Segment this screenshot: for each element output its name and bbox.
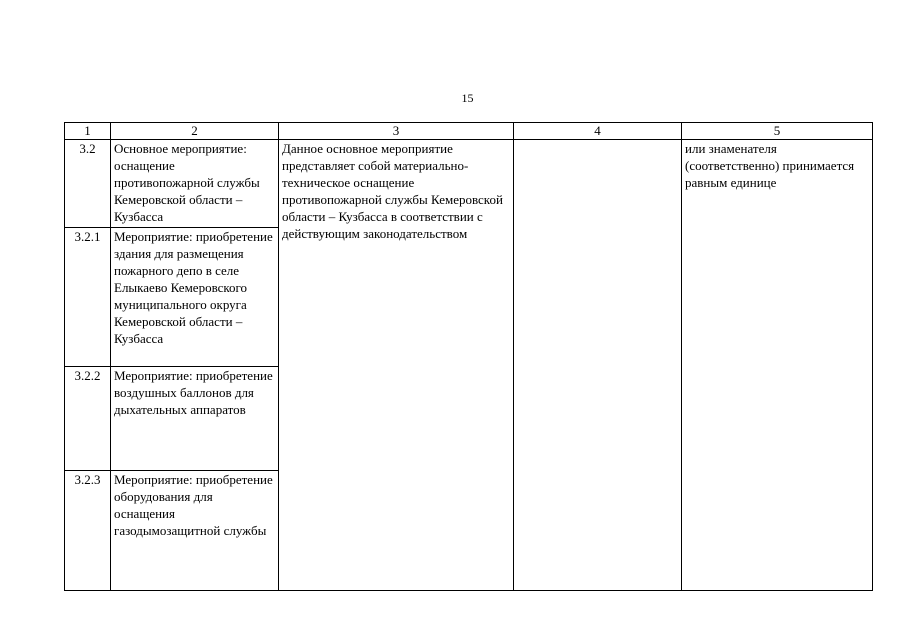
measures-table: [64, 122, 873, 591]
table-row: [65, 140, 873, 228]
column-header: 3: [279, 123, 514, 140]
column-4-cell: [514, 140, 682, 591]
row-number: 3.2: [65, 140, 111, 228]
row-number: 3.2.2: [65, 367, 111, 471]
column-header: 1: [65, 123, 111, 140]
row-number: 3.2.1: [65, 228, 111, 367]
column-header: 5: [682, 123, 873, 140]
column-header: 2: [111, 123, 279, 140]
measure-name: Мероприятие: приобретение здания для размещения пожарного депо в селе Елыкаево Кемеровского муниципального округа Кемеровской области – Кузбасса: [111, 228, 279, 367]
column-header: 4: [514, 123, 682, 140]
table-header-row: [65, 123, 873, 140]
measure-name: Мероприятие: приобретение оборудования для оснащения газодымозащитной службы: [111, 471, 279, 591]
column-5-cell: или знаменателя (соответственно) принимается равным единице: [682, 140, 873, 591]
measure-name: Мероприятие: приобретение воздушных баллонов для дыхательных аппаратов: [111, 367, 279, 471]
measure-name: Основное мероприятие: оснащение противопожарной службы Кемеровской области – Кузбасса: [111, 140, 279, 228]
row-number: 3.2.3: [65, 471, 111, 591]
measure-description: Данное основное мероприятие представляет собой материально-техническое оснащение противопожарной службы Кемеровской области – Кузбасса в соответствии с действующим законодательством: [279, 140, 514, 591]
page-number: 15: [461, 91, 474, 105]
